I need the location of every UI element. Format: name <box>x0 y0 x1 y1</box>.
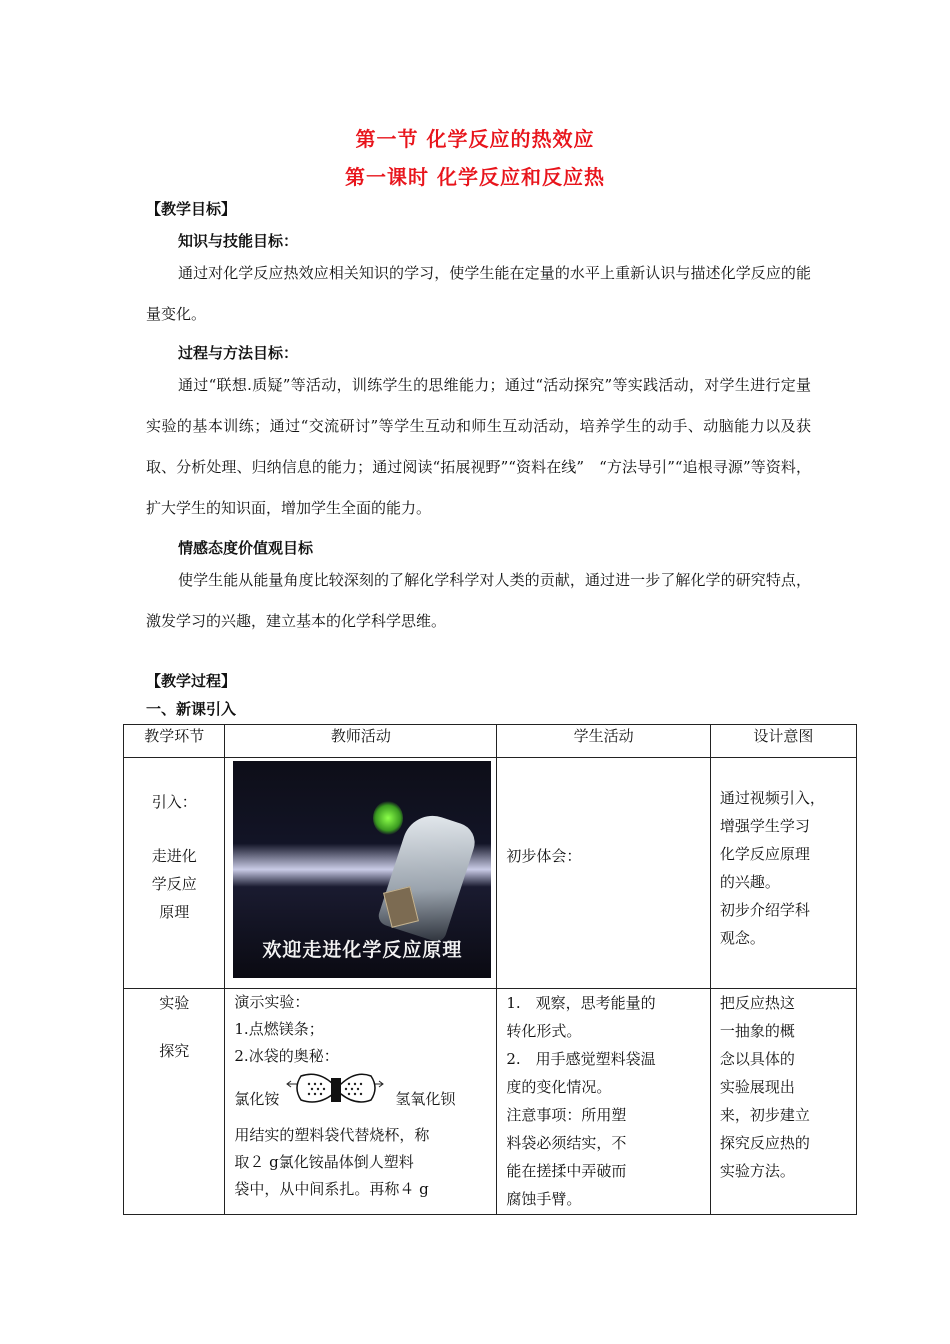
intent-line: 一抽象的概 <box>719 1022 795 1040</box>
lesson-table <box>123 724 857 1215</box>
intent-line: 探究反应热的 <box>719 1134 810 1152</box>
bag-label-left: 氯化铵 <box>234 1090 280 1108</box>
student-line: 料袋必须结实，不 <box>506 1134 627 1152</box>
intro-video-frame[interactable] <box>233 761 491 978</box>
teacher-line: 用结实的塑料袋代替烧杯，称 <box>234 1126 430 1144</box>
student-line: 度的变化情况。 <box>506 1078 612 1096</box>
teacher-cell <box>225 989 497 1215</box>
stage-label: 引入： <box>151 793 197 811</box>
intent-line: 念以具体的 <box>719 1050 795 1068</box>
stage-line: 探究 <box>159 1042 190 1060</box>
header-stage: 教学环节 <box>124 725 225 758</box>
intent-line: 初步介绍学科 <box>719 901 810 919</box>
teacher-line: 演示实验： <box>234 993 310 1011</box>
student-line: 腐蚀手臂。 <box>506 1190 582 1208</box>
flask-glow-icon <box>373 801 403 835</box>
process-heading: 【教学过程】 <box>146 672 237 690</box>
stage-cell <box>124 758 225 989</box>
teacher-line: 1.点燃镁条； <box>234 1020 324 1038</box>
intent-cell <box>710 758 856 989</box>
header-teacher: 教师活动 <box>225 725 497 758</box>
intent-line: 实验方法。 <box>719 1162 795 1180</box>
student-cell <box>497 989 711 1215</box>
stage-line: 实验 <box>159 994 190 1012</box>
emotion-text: 使学生能从能量角度比较深刻的了解化学科学对人类的贡献，通过进一步了解化学的研究特点，激发学习的兴趣，建立基本的化学科学思维。 <box>146 571 811 630</box>
video-caption: 欢迎走进化学反应原理 <box>262 939 463 961</box>
stage-line: 走进化 <box>151 847 197 865</box>
teacher-cell <box>225 758 497 989</box>
student-line: 2. 用手感觉塑料袋温 <box>506 1050 656 1068</box>
process-method-text: 通过“联想.质疑”等活动，训练学生的思维能力；通过“活动探究”等实践活动，对学生进行定量实验的基本训练；通过“交流研讨”等学生互动和师生互动活动，培养学生的动手、动脑能力以及获取、分析处理、归纳信息的能力；通过阅读“拓展视野”“资料在线” “方法导引”“追根寻源”等资料，扩大学生的知识面，增加学生全面的能力。 <box>146 376 811 517</box>
teacher-line: 取２ g氯化铵晶体倒人塑料 <box>234 1153 414 1171</box>
intent-cell <box>710 989 856 1215</box>
table-row <box>124 989 857 1215</box>
process-method-heading: 过程与方法目标： <box>178 344 299 362</box>
header-student: 学生活动 <box>497 725 711 758</box>
student-line: 转化形式。 <box>506 1022 582 1040</box>
header-intent: 设计意图 <box>710 725 856 758</box>
intent-line: 把反应热这 <box>719 994 795 1012</box>
teacher-line: 2.冰袋的奥秘： <box>234 1047 339 1065</box>
intent-line: 来，初步建立 <box>719 1106 810 1124</box>
ice-bag-icon <box>285 1072 385 1108</box>
intent-line: 通过视频引入， <box>719 789 825 807</box>
student-activity: 初步体会： <box>506 847 582 865</box>
student-line: 注意事项：所用塑 <box>506 1106 627 1124</box>
stage-line: 原理 <box>159 903 190 921</box>
intent-line: 观念。 <box>719 929 765 947</box>
table-row <box>124 758 857 989</box>
student-line: 能在搓揉中弄破而 <box>506 1162 627 1180</box>
section-heading-intro: 一、新课引入 <box>146 700 237 718</box>
page-subtitle: 第一课时 化学反应和反应热 <box>345 165 605 189</box>
intent-line: 的兴趣。 <box>719 873 780 891</box>
student-cell <box>497 758 711 989</box>
intent-line: 实验展现出 <box>719 1078 795 1096</box>
intent-line: 化学反应原理 <box>719 845 810 863</box>
ice-bag-diagram <box>225 1070 496 1114</box>
knowledge-text: 通过对化学反应热效应相关知识的学习，使学生能在定量的水平上重新认识与描述化学反应的能量变化。 <box>146 264 811 323</box>
bag-label-right: 氢氧化钡 <box>395 1090 456 1108</box>
table-header-row <box>124 725 857 758</box>
intent-line: 增强学生学习 <box>719 817 810 835</box>
stage-cell <box>124 989 225 1215</box>
objectives-heading: 【教学目标】 <box>146 200 237 218</box>
page-title: 第一节 化学反应的热效应 <box>355 127 595 151</box>
student-line: 1. 观察，思考能量的 <box>506 994 656 1012</box>
stage-line: 学反应 <box>151 875 197 893</box>
emotion-heading: 情感态度价值观目标 <box>178 539 314 557</box>
teacher-line: 袋中，从中间系扎。再称４ g <box>234 1180 429 1198</box>
knowledge-heading: 知识与技能目标： <box>178 232 299 250</box>
